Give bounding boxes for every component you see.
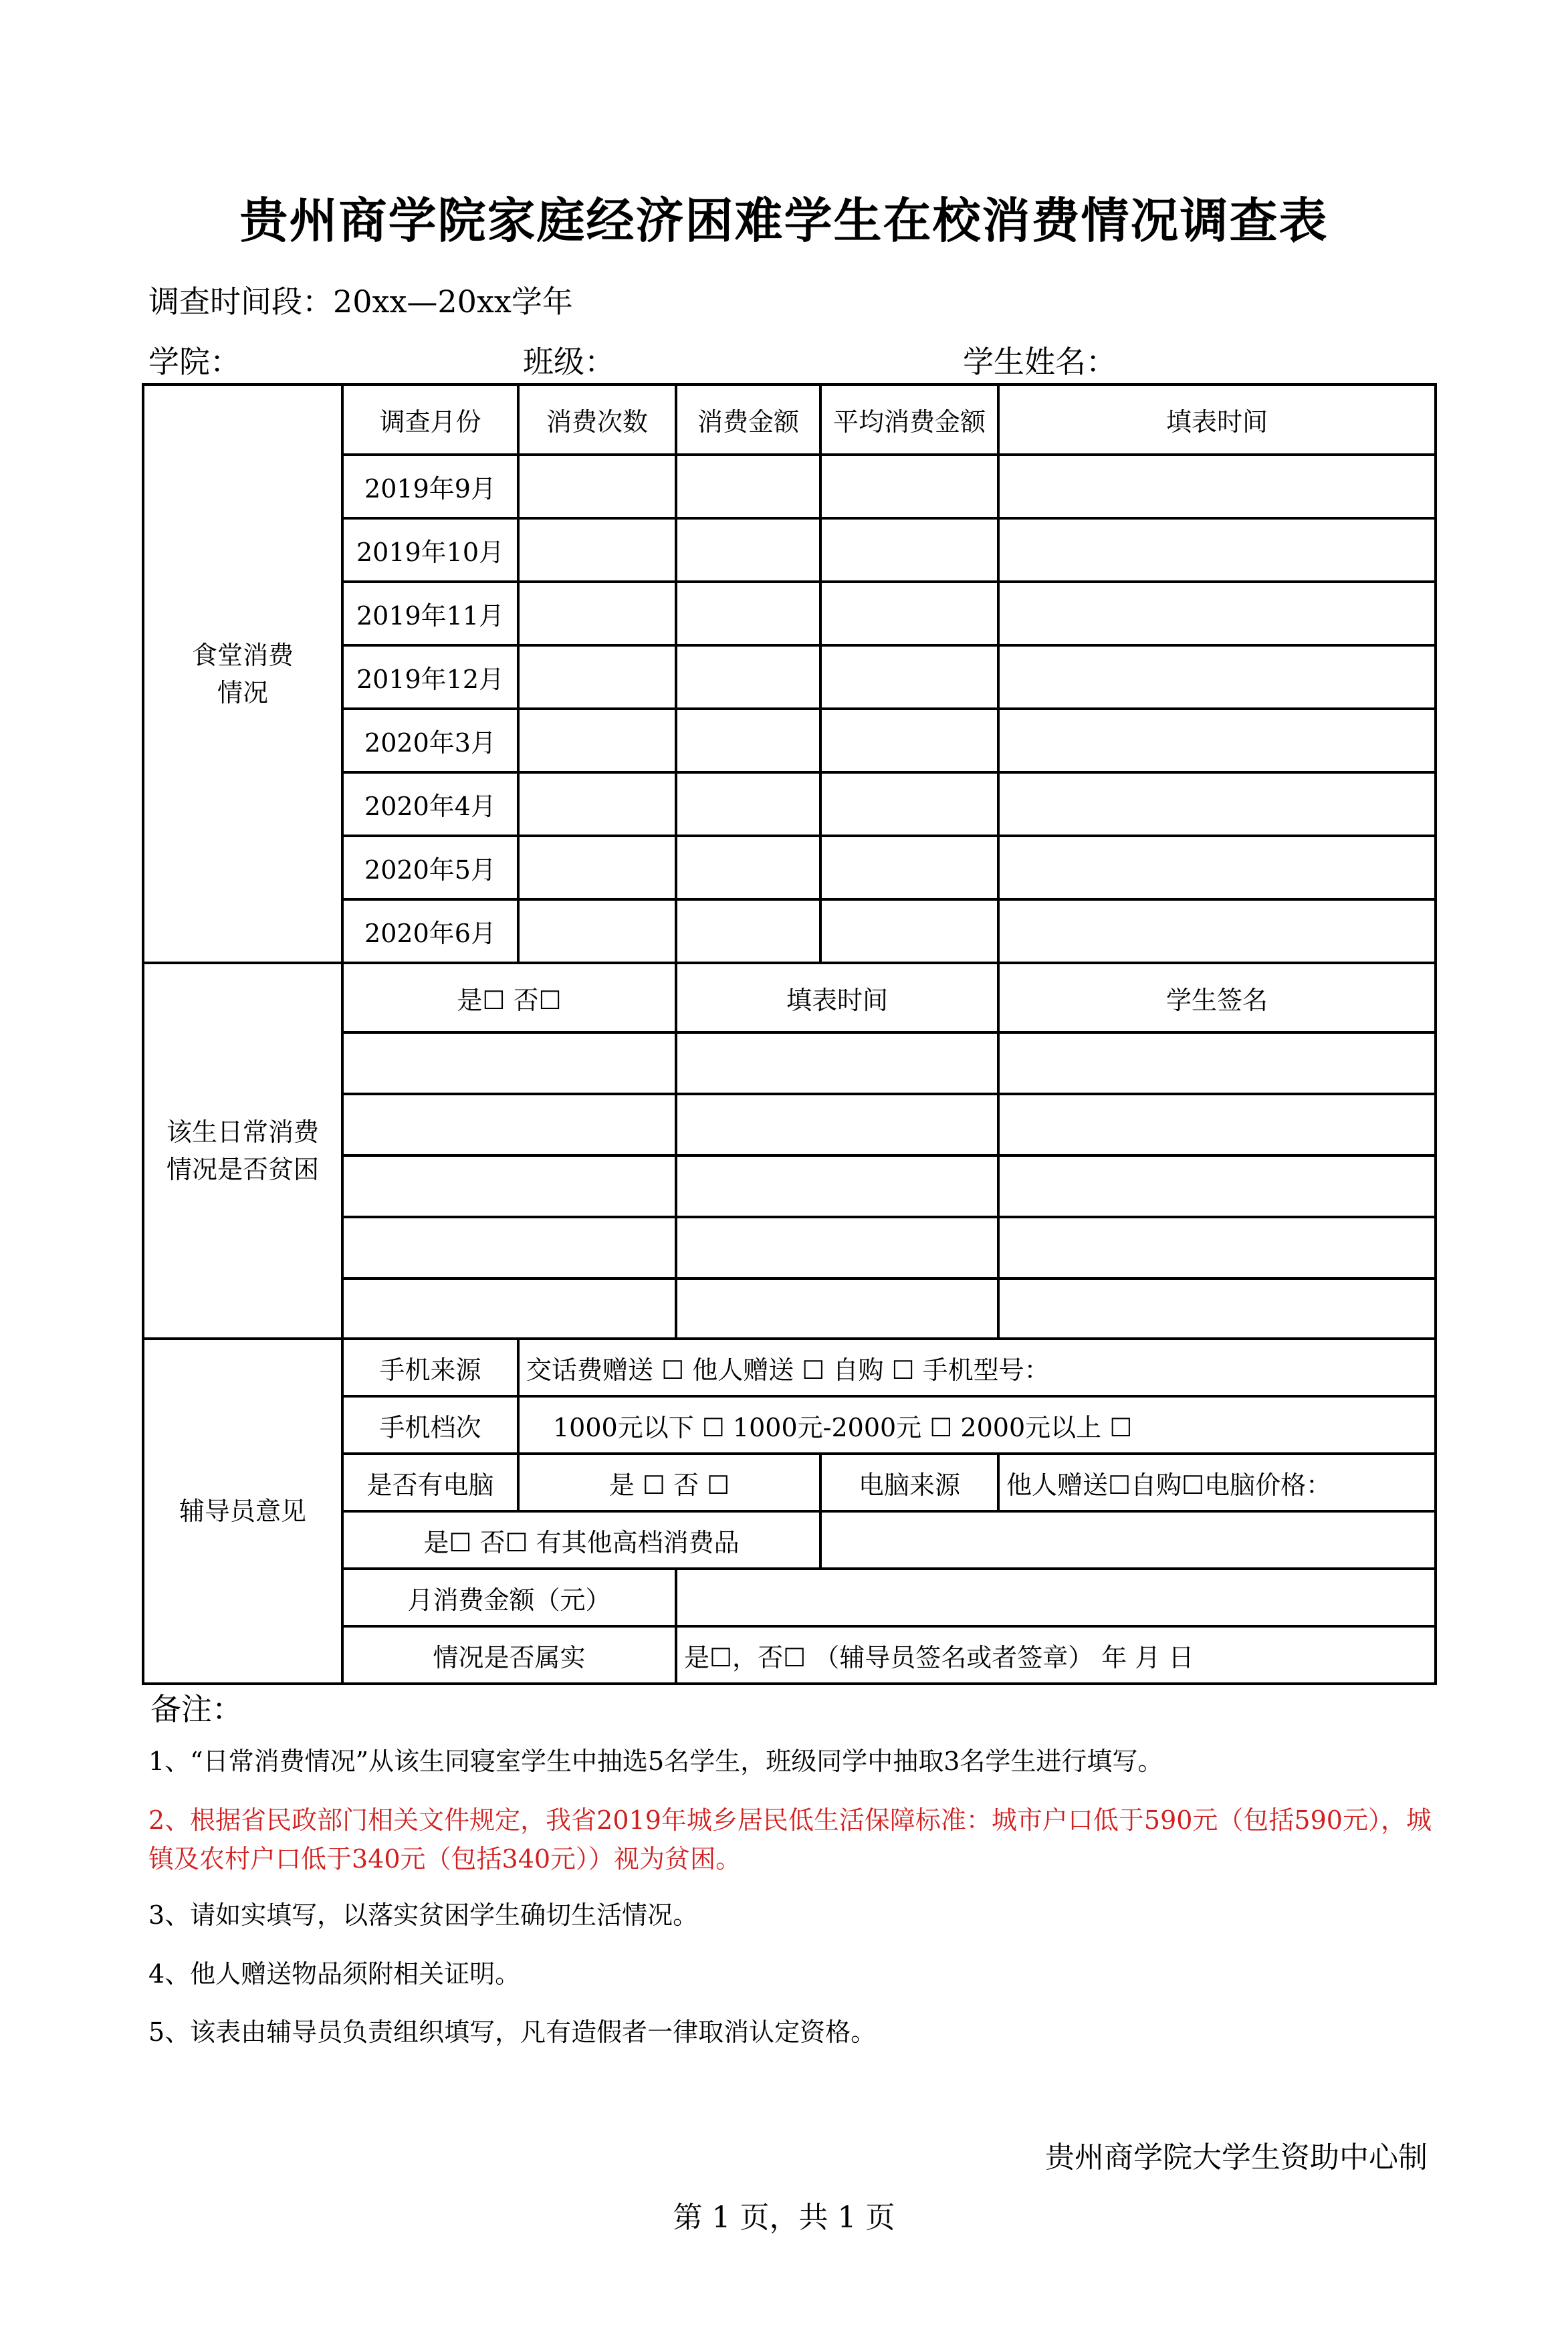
average-cell[interactable] (820, 645, 998, 709)
college-label: 学院： (148, 344, 241, 380)
phone-source-label: 手机来源 (342, 1339, 518, 1396)
header-consumption-count: 消费次数 (518, 384, 676, 455)
computer-label: 是否有电脑 (342, 1454, 518, 1511)
average-cell[interactable] (820, 518, 998, 582)
note-item: 4、他人赠送物品须附相关证明。 (148, 1959, 521, 1989)
monthly-amount-label: 月消费金额（元） (342, 1569, 676, 1626)
signature-cell[interactable] (998, 1217, 1436, 1279)
count-cell[interactable] (518, 582, 676, 645)
survey-period: 调查时间段：20xx—20xx学年 (148, 284, 573, 320)
fill-time-cell[interactable] (676, 1032, 998, 1094)
fill-time-cell[interactable] (998, 645, 1436, 709)
month-label: 2020年5月 (342, 836, 518, 899)
class-label: 班级： (523, 344, 615, 380)
amount-cell[interactable] (676, 836, 820, 899)
note-item: 1、“日常消费情况”从该生同寝室学生中抽选5名学生，班级同学中抽取3名学生进行填写。 (148, 1747, 1163, 1776)
header-survey-month: 调查月份 (342, 384, 518, 455)
amount-cell[interactable] (676, 645, 820, 709)
month-label: 2020年4月 (342, 772, 518, 836)
issuer: 贵州商学院大学生资助中心制 (1045, 2140, 1428, 2175)
poverty-cell[interactable] (342, 1032, 676, 1094)
fill-time-cell[interactable] (676, 1094, 998, 1155)
phone-level-options[interactable]: 1000元以下 ☐ 1000元-2000元 ☐ 2000元以上 ☐ (518, 1396, 1436, 1454)
header-consumption-amount: 消费金额 (676, 384, 820, 455)
count-cell[interactable] (518, 709, 676, 772)
fill-time-cell[interactable] (998, 518, 1436, 582)
note-item-highlight: 2、根据省民政部门相关文件规定，我省2019年城乡居民低生活保障标准：城市户口低于590元（包括590元），城镇及农村户口低于340元（包括340元））视为贫困。 (148, 1805, 1432, 1874)
notes-title: 备注： (150, 1691, 243, 1727)
average-cell[interactable] (820, 582, 998, 645)
monthly-amount-cell[interactable] (676, 1569, 1436, 1626)
amount-cell[interactable] (676, 899, 820, 963)
fill-time-cell[interactable] (998, 899, 1436, 963)
month-label: 2019年11月 (342, 582, 518, 645)
count-cell[interactable] (518, 899, 676, 963)
luxury-goods-options[interactable]: 是☐ 否☐ 有其他高档消费品 (342, 1511, 820, 1569)
canteen-section-label: 食堂消费情况 (143, 384, 342, 963)
computer-options[interactable]: 是 ☐ 否 ☐ (518, 1454, 820, 1511)
count-cell[interactable] (518, 836, 676, 899)
fill-time-cell[interactable] (998, 709, 1436, 772)
header-fill-time: 填表时间 (998, 384, 1436, 455)
month-label: 2020年3月 (342, 709, 518, 772)
note-item: 3、请如实填写，以落实贫困学生确切生活情况。 (148, 1900, 699, 1930)
header-average-amount: 平均消费金额 (820, 384, 998, 455)
signature-cell[interactable] (998, 1155, 1436, 1217)
phone-level-label: 手机档次 (342, 1396, 518, 1454)
average-cell[interactable] (820, 772, 998, 836)
signature-cell[interactable] (998, 1279, 1436, 1339)
luxury-goods-cell[interactable] (820, 1511, 1436, 1569)
count-cell[interactable] (518, 455, 676, 518)
amount-cell[interactable] (676, 709, 820, 772)
amount-cell[interactable] (676, 518, 820, 582)
poverty-cell[interactable] (342, 1094, 676, 1155)
month-label: 2019年10月 (342, 518, 518, 582)
average-cell[interactable] (820, 836, 998, 899)
fill-time-cell[interactable] (998, 455, 1436, 518)
verify-options[interactable]: 是☐，否☐ （辅导员签名或者签章） 年 月 日 (676, 1626, 1436, 1684)
form-title: 贵州商学院家庭经济困难学生在校消费情况调查表 (239, 193, 1329, 249)
month-label: 2020年6月 (342, 899, 518, 963)
poverty-cell[interactable] (342, 1279, 676, 1339)
poverty-yes-no[interactable]: 是☐ 否☐ (342, 963, 676, 1032)
phone-source-options[interactable]: 交话费赠送 ☐ 他人赠送 ☐ 自购 ☐ 手机型号： (518, 1339, 1436, 1396)
count-cell[interactable] (518, 645, 676, 709)
fill-time-cell[interactable] (998, 836, 1436, 899)
verify-label: 情况是否属实 (342, 1626, 676, 1684)
amount-cell[interactable] (676, 455, 820, 518)
daily-section-label: 该生日常消费情况是否贫困 (143, 963, 342, 1339)
average-cell[interactable] (820, 709, 998, 772)
poverty-cell[interactable] (342, 1217, 676, 1279)
counselor-section-label: 辅导员意见 (143, 1339, 342, 1684)
consumption-survey-table (142, 383, 1437, 1685)
amount-cell[interactable] (676, 772, 820, 836)
average-cell[interactable] (820, 899, 998, 963)
note-item: 5、该表由辅导员负责组织填写，凡有造假者一律取消认定资格。 (148, 2017, 877, 2047)
count-cell[interactable] (518, 772, 676, 836)
page-number: 第 1 页，共 1 页 (673, 2201, 895, 2235)
fill-time-cell[interactable] (676, 1155, 998, 1217)
computer-source-label: 电脑来源 (820, 1454, 998, 1511)
average-cell[interactable] (820, 455, 998, 518)
fill-time-cell[interactable] (676, 1279, 998, 1339)
month-label: 2019年12月 (342, 645, 518, 709)
student-name-label: 学生姓名： (963, 344, 1117, 380)
signature-cell[interactable] (998, 1094, 1436, 1155)
fill-time-cell[interactable] (998, 772, 1436, 836)
fill-time-cell[interactable] (998, 582, 1436, 645)
fill-time-cell[interactable] (676, 1217, 998, 1279)
count-cell[interactable] (518, 518, 676, 582)
amount-cell[interactable] (676, 582, 820, 645)
month-label: 2019年9月 (342, 455, 518, 518)
daily-header-fill-time: 填表时间 (676, 963, 998, 1032)
daily-header-signature: 学生签名 (998, 963, 1436, 1032)
signature-cell[interactable] (998, 1032, 1436, 1094)
poverty-cell[interactable] (342, 1155, 676, 1217)
computer-source-options[interactable]: 他人赠送☐自购☐电脑价格： (998, 1454, 1436, 1511)
